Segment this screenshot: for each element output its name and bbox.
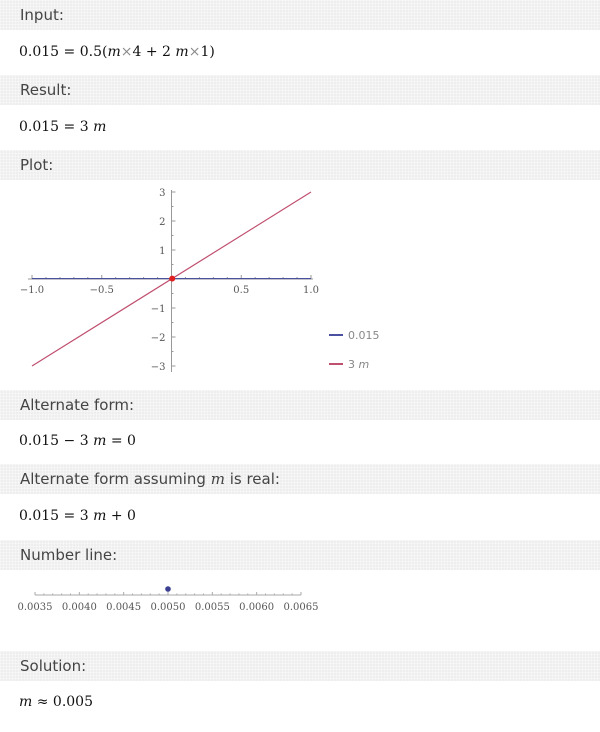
- y-tick-label: −3: [150, 362, 166, 373]
- alternate-form-real-title: Alternate form assuming m is real:: [20, 470, 280, 488]
- alternate-form-real-pod-header: [0, 464, 600, 494]
- solution-title: Solution:: [20, 657, 87, 675]
- x-tick-label: −1.0: [19, 285, 45, 296]
- intersection-point: [169, 276, 175, 282]
- x-tick-label: 1.0: [303, 285, 319, 296]
- solution-pod-header: [0, 651, 600, 681]
- alternate-form-title: Alternate form:: [20, 396, 135, 414]
- result-title: Result:: [20, 81, 72, 99]
- number-line-tick-label: 0.0060: [239, 602, 275, 613]
- number-line-tick-label: 0.0040: [61, 602, 97, 613]
- plot-title: Plot:: [20, 156, 54, 174]
- y-tick-label: 2: [159, 217, 166, 228]
- y-tick-label: 1: [159, 246, 166, 257]
- number-line-pod-header: [0, 540, 600, 570]
- plot-pod-header: [0, 150, 600, 180]
- number-line-tick-label: 0.0045: [106, 602, 142, 613]
- input-pod-header: [0, 0, 600, 30]
- number-line-tick-label: 0.0050: [150, 602, 186, 613]
- solution-expression: m ≈ 0.005: [19, 694, 94, 710]
- number-line-point: [165, 586, 171, 592]
- y-tick-label: 3: [159, 188, 166, 199]
- y-tick-label: −1: [150, 304, 166, 315]
- result-pod-header: [0, 75, 600, 105]
- result-expression: 0.015 = 3 m: [19, 119, 107, 135]
- number-line-tick-label: 0.0055: [194, 602, 230, 613]
- y-tick-label: −2: [150, 333, 166, 344]
- chart-layer: [20, 188, 319, 373]
- input-expression: 0.015 = 0.5(m×4 + 2 m×1): [19, 44, 215, 60]
- plot-chart: [0, 180, 600, 390]
- x-tick-label: 0.5: [233, 285, 250, 296]
- x-tick-label: −0.5: [89, 285, 114, 296]
- numline-layer: [18, 586, 319, 613]
- number-line-title: Number line:: [20, 546, 118, 564]
- alternate-form-pod-header: [0, 390, 600, 420]
- alternate-form-real-expression: 0.015 = 3 m + 0: [19, 508, 136, 524]
- number-line-tick-label: 0.0035: [17, 602, 53, 613]
- number-line-chart: [0, 570, 600, 650]
- legend-label-3m: 3 m: [348, 358, 370, 371]
- alternate-form-expression: 0.015 − 3 m = 0: [19, 433, 136, 449]
- plot-legend: [329, 329, 380, 371]
- input-title: Input:: [20, 6, 64, 24]
- legend-label-0015: 0.015: [348, 329, 380, 342]
- number-line-tick-label: 0.0065: [283, 602, 319, 613]
